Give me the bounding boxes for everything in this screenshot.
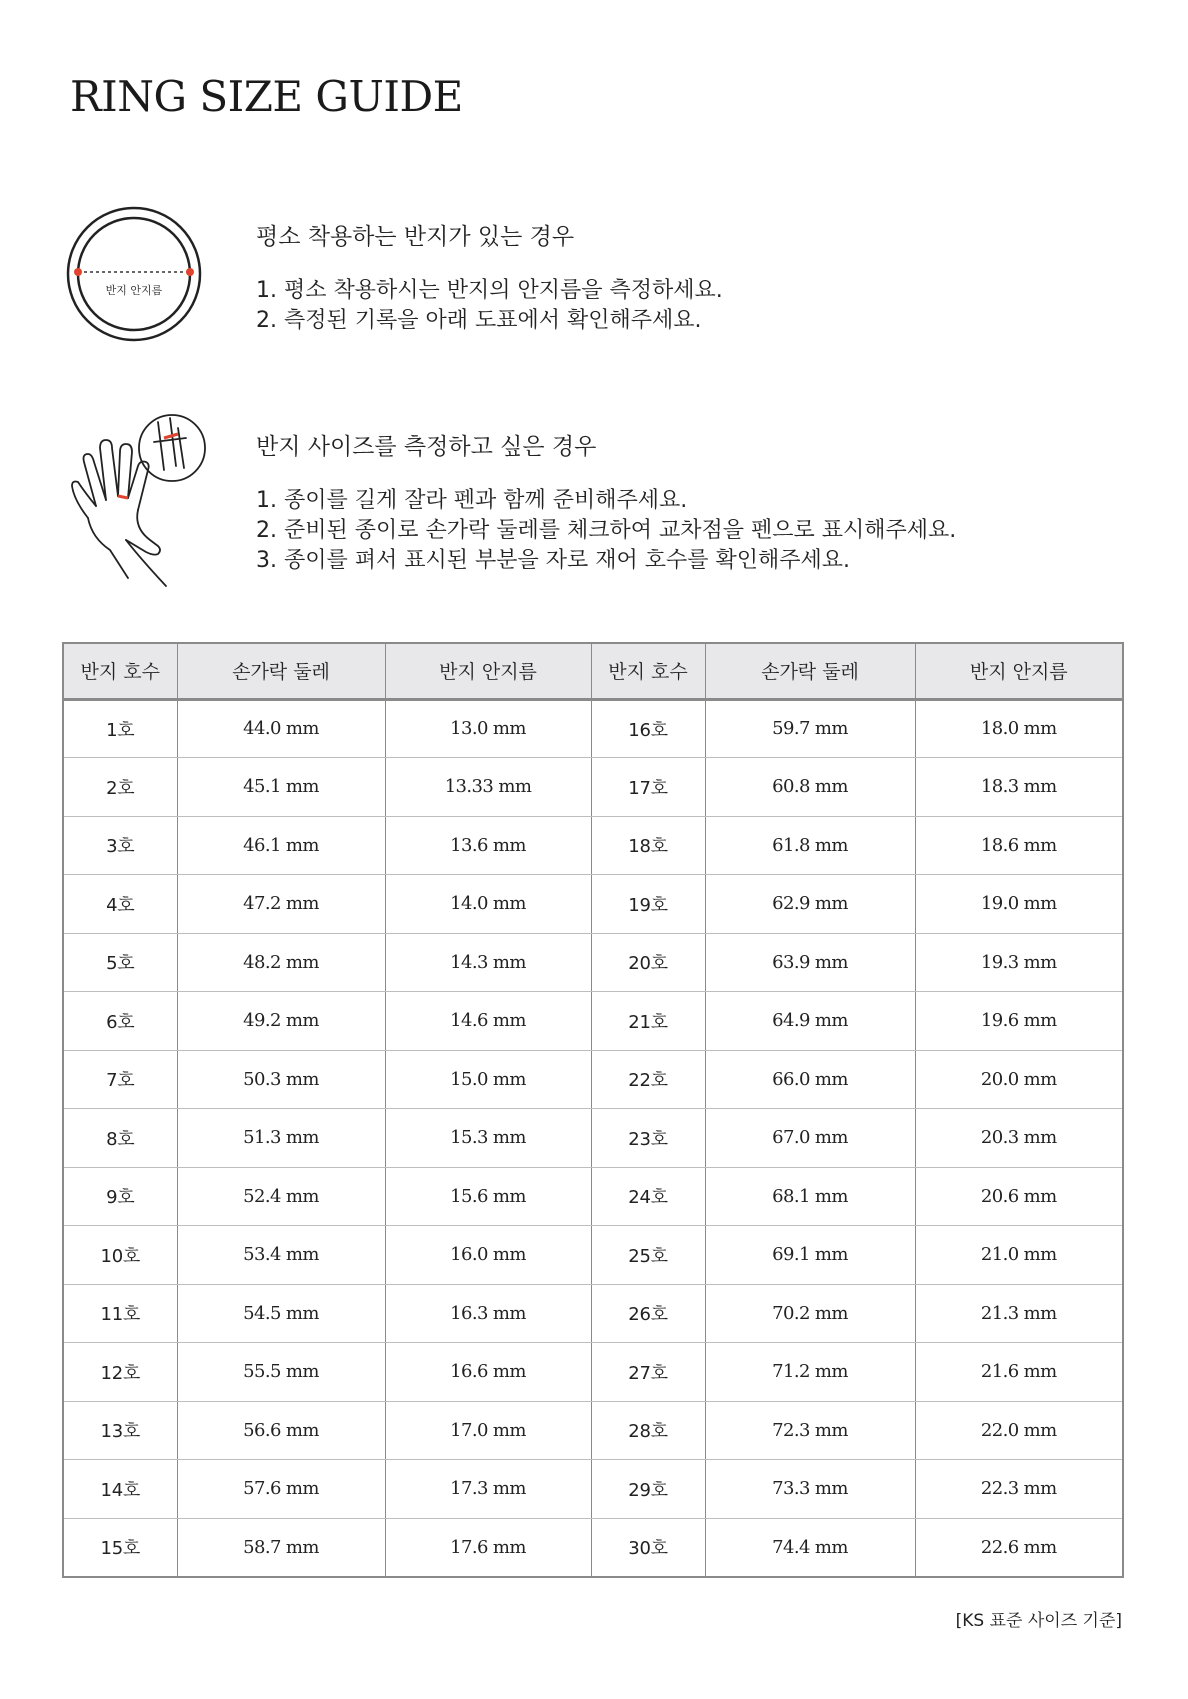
table-cell: 13.33 mm: [385, 758, 591, 817]
measure-finger-step-3: 3. 종이를 펴서 표시된 부분을 자로 재어 호수를 확인해주세요.: [256, 548, 850, 573]
table-cell: 16.6 mm: [385, 1343, 591, 1402]
table-cell: 20.0 mm: [915, 1050, 1123, 1109]
table-cell: 58.7 mm: [177, 1518, 385, 1577]
table-cell: 14호: [63, 1460, 177, 1519]
table-cell: 19호: [591, 875, 705, 934]
table-row: [63, 699, 1123, 758]
table-cell: 48.2 mm: [177, 933, 385, 992]
table-cell: 7호: [63, 1050, 177, 1109]
table-row: [63, 758, 1123, 817]
table-cell: 21.3 mm: [915, 1284, 1123, 1343]
table-cell: 13.6 mm: [385, 816, 591, 875]
table-cell: 52.4 mm: [177, 1167, 385, 1226]
table-cell: 15.6 mm: [385, 1167, 591, 1226]
table-cell: 55.5 mm: [177, 1343, 385, 1402]
table-cell: 13호: [63, 1401, 177, 1460]
header-finger-circumference: 손가락 둘레: [177, 643, 385, 699]
table-cell: 15.3 mm: [385, 1109, 591, 1168]
table-cell: 29호: [591, 1460, 705, 1519]
ring-size-table: [62, 642, 1124, 1578]
table-cell: 47.2 mm: [177, 875, 385, 934]
table-cell: 17.6 mm: [385, 1518, 591, 1577]
table-cell: 30호: [591, 1518, 705, 1577]
table-row: [63, 1167, 1123, 1226]
table-cell: 74.4 mm: [705, 1518, 915, 1577]
table-cell: 16.0 mm: [385, 1226, 591, 1285]
table-cell: 19.6 mm: [915, 992, 1123, 1051]
table-cell: 17.3 mm: [385, 1460, 591, 1519]
table-cell: 4호: [63, 875, 177, 934]
table-row: [63, 875, 1123, 934]
table-cell: 5호: [63, 933, 177, 992]
table-cell: 12호: [63, 1343, 177, 1402]
table-cell: 63.9 mm: [705, 933, 915, 992]
table-cell: 14.6 mm: [385, 992, 591, 1051]
table-row: [63, 1050, 1123, 1109]
table-cell: 60.8 mm: [705, 758, 915, 817]
hand-measure-icon: [66, 408, 216, 588]
table-cell: 59.7 mm: [705, 699, 915, 758]
table-cell: 25호: [591, 1226, 705, 1285]
table-cell: 18.0 mm: [915, 699, 1123, 758]
table-cell: 11호: [63, 1284, 177, 1343]
table-cell: 71.2 mm: [705, 1343, 915, 1402]
table-cell: 27호: [591, 1343, 705, 1402]
existing-ring-heading: 평소 착용하는 반지가 있는 경우: [256, 224, 575, 250]
table-cell: 10호: [63, 1226, 177, 1285]
measure-finger-steps: [256, 486, 956, 576]
table-cell: 68.1 mm: [705, 1167, 915, 1226]
table-row: [63, 1460, 1123, 1519]
table-cell: 13.0 mm: [385, 699, 591, 758]
header-ring-size: 반지 호수: [63, 643, 177, 699]
table-cell: 67.0 mm: [705, 1109, 915, 1168]
table-cell: 50.3 mm: [177, 1050, 385, 1109]
table-cell: 22호: [591, 1050, 705, 1109]
table-cell: 8호: [63, 1109, 177, 1168]
table-cell: 17호: [591, 758, 705, 817]
table-cell: 70.2 mm: [705, 1284, 915, 1343]
table-row: [63, 933, 1123, 992]
table-cell: 49.2 mm: [177, 992, 385, 1051]
table-cell: 19.0 mm: [915, 875, 1123, 934]
table-cell: 21.0 mm: [915, 1226, 1123, 1285]
table-cell: 56.6 mm: [177, 1401, 385, 1460]
header-inner-diameter: 반지 안지름: [915, 643, 1123, 699]
table-cell: 18호: [591, 816, 705, 875]
table-cell: 46.1 mm: [177, 816, 385, 875]
table-cell: 21호: [591, 992, 705, 1051]
table-cell: 21.6 mm: [915, 1343, 1123, 1402]
measure-finger-step-1: 1. 종이를 길게 잘라 펜과 함께 준비해주세요.: [256, 488, 688, 513]
table-cell: 73.3 mm: [705, 1460, 915, 1519]
table-cell: 3호: [63, 816, 177, 875]
measure-finger-heading: 반지 사이즈를 측정하고 싶은 경우: [256, 434, 597, 460]
table-row: [63, 816, 1123, 875]
table-header-row: [63, 643, 1123, 699]
table-cell: 6호: [63, 992, 177, 1051]
existing-ring-step-2: 2. 측정된 기록을 아래 도표에서 확인해주세요.: [256, 308, 702, 333]
header-ring-size: 반지 호수: [591, 643, 705, 699]
table-cell: 20호: [591, 933, 705, 992]
table-cell: 15호: [63, 1518, 177, 1577]
table-cell: 61.8 mm: [705, 816, 915, 875]
table-cell: 28호: [591, 1401, 705, 1460]
table-cell: 16호: [591, 699, 705, 758]
table-row: [63, 1401, 1123, 1460]
table-cell: 54.5 mm: [177, 1284, 385, 1343]
table-cell: 17.0 mm: [385, 1401, 591, 1460]
table-row: [63, 1284, 1123, 1343]
table-cell: 44.0 mm: [177, 699, 385, 758]
table-cell: 72.3 mm: [705, 1401, 915, 1460]
table-cell: 1호: [63, 699, 177, 758]
table-cell: 18.3 mm: [915, 758, 1123, 817]
table-cell: 66.0 mm: [705, 1050, 915, 1109]
ring-label: 반지 안지름: [105, 284, 163, 297]
table-cell: 62.9 mm: [705, 875, 915, 934]
table-cell: 22.3 mm: [915, 1460, 1123, 1519]
table-cell: 16.3 mm: [385, 1284, 591, 1343]
table-cell: 53.4 mm: [177, 1226, 385, 1285]
ring-inner-diameter-icon: [64, 204, 204, 344]
page-title: RING SIZE GUIDE: [70, 72, 463, 121]
table-cell: 57.6 mm: [177, 1460, 385, 1519]
existing-ring-step-1: 1. 평소 착용하시는 반지의 안지름을 측정하세요.: [256, 278, 723, 303]
standard-footnote: [KS 표준 사이즈 기준]: [955, 1611, 1122, 1631]
table-cell: 15.0 mm: [385, 1050, 591, 1109]
table-cell: 23호: [591, 1109, 705, 1168]
table-cell: 9호: [63, 1167, 177, 1226]
table-cell: 20.6 mm: [915, 1167, 1123, 1226]
existing-ring-steps: [256, 276, 723, 336]
table-cell: 24호: [591, 1167, 705, 1226]
table-cell: 64.9 mm: [705, 992, 915, 1051]
table-cell: 22.6 mm: [980, 1536, 1057, 1558]
table-cell: 14.3 mm: [385, 933, 591, 992]
table-cell: 69.1 mm: [705, 1226, 915, 1285]
table-row: [63, 1343, 1123, 1402]
header-finger-circumference: 손가락 둘레: [705, 643, 915, 699]
table-cell: 18.6 mm: [915, 816, 1123, 875]
table-cell: 26호: [591, 1284, 705, 1343]
table-row: [63, 1518, 1123, 1577]
table-row: [63, 992, 1123, 1051]
table-row: [63, 1226, 1123, 1285]
table-cell: 45.1 mm: [177, 758, 385, 817]
table-cell: 51.3 mm: [177, 1109, 385, 1168]
table-cell: 19.3 mm: [915, 933, 1123, 992]
table-cell: 22.0 mm: [915, 1401, 1123, 1460]
table-cell: 14.0 mm: [385, 875, 591, 934]
header-inner-diameter: 반지 안지름: [385, 643, 591, 699]
measure-finger-step-2: 2. 준비된 종이로 손가락 둘레를 체크하여 교차점을 펜으로 표시해주세요.: [256, 518, 957, 543]
table-cell: 20.3 mm: [915, 1109, 1123, 1168]
table-row: [63, 1109, 1123, 1168]
table-cell: 2호: [63, 758, 177, 817]
